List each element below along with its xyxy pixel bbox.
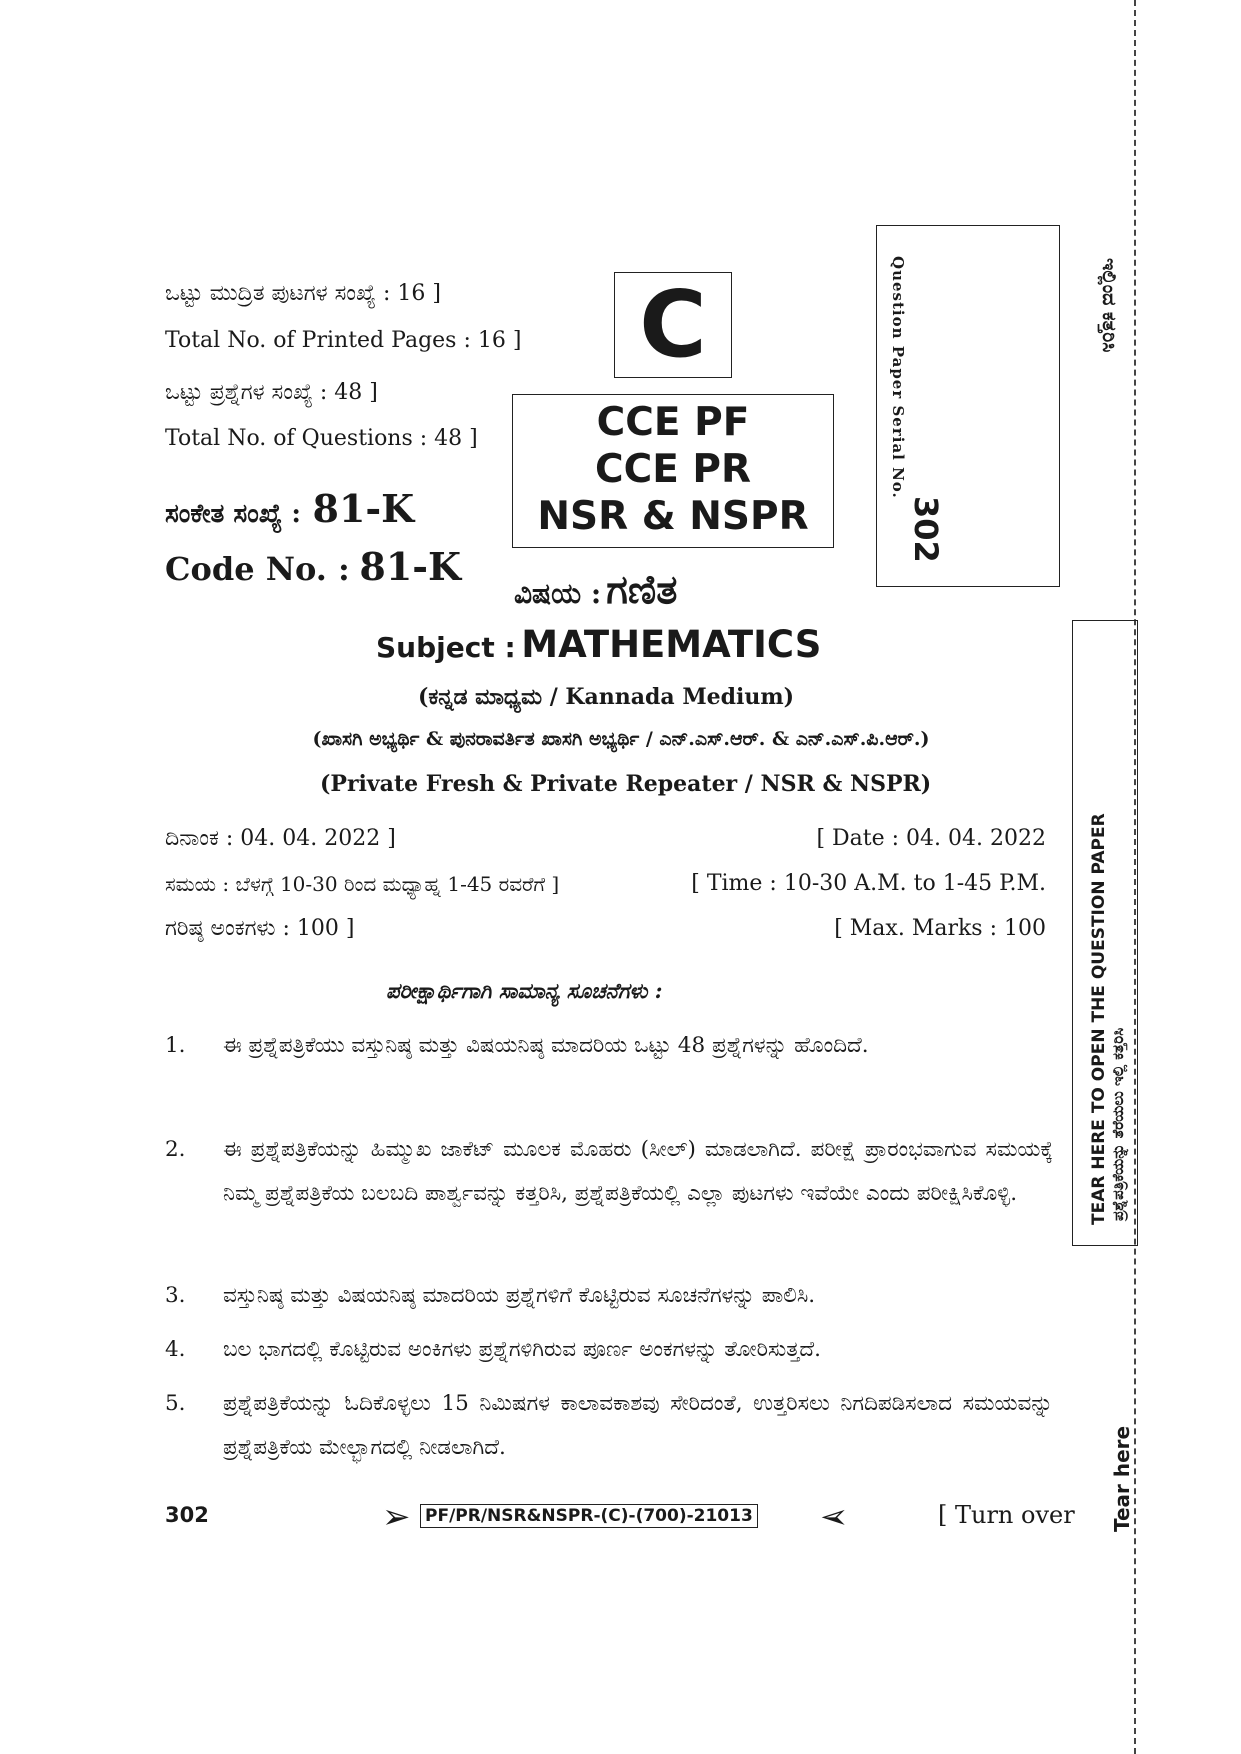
subject-value-kannada: ಗಣಿತ xyxy=(606,566,678,613)
instruction-item xyxy=(0,1274,1241,1322)
date-english: [ Date : 04. 04. 2022 xyxy=(816,826,1046,851)
time-english: [ Time : 10-30 A.M. to 1-45 P.M. xyxy=(691,871,1046,896)
subject-kannada xyxy=(514,566,677,613)
subject-english xyxy=(376,623,821,666)
exam-type-cce-pf: CCE PF xyxy=(596,400,750,445)
version-letter-box xyxy=(614,272,732,378)
candidate-line-english: (Private Fresh & Private Repeater / NSR & NSPR) xyxy=(320,771,932,797)
subject-label-english: Subject : xyxy=(376,631,516,664)
tear-instruction-english: TEAR HERE TO OPEN THE QUESTION PAPER xyxy=(1089,813,1109,1225)
instruction-number: 4. xyxy=(165,1337,186,1362)
tear-instruction-box xyxy=(1072,620,1138,1246)
code-number-english xyxy=(165,544,461,589)
subject-label-kannada: ವಿಷಯ : xyxy=(514,577,602,610)
exam-type-box xyxy=(512,394,834,548)
max-marks-kannada: ಗರಿಷ್ಠ ಅಂಕಗಳು : 100 ] xyxy=(165,916,355,941)
instruction-item xyxy=(0,1128,1241,1264)
instruction-text: ಈ ಪ್ರಶ್ನೆಪತ್ರಿಕೆಯನ್ನು ಹಿಮ್ಮುಖ ಜಾಕೆಟ್ ಮೂಲಕ ಮೊಹರು (ಸೀಲ್) ಮಾಡಲಾಗಿದೆ. ಪರೀಕ್ಷೆ ಪ್ರಾರಂಭವಾಗುವ ಸಮಯಕ್ಕೆ ನಿಮ್ಮ ಪ್ರಶ್ನೆಪತ್ರಿಕೆಯ ಬಲಬದಿ ಪಾರ್ಶ್ವವನ್ನು ಕತ್ತರಿಸಿ, ಪ್ರಶ್ನೆಪತ್ರಿಕೆಯಲ್ಲಿ ಎಲ್ಲಾ ಪುಟಗಳು ಇವೆಯೇ ಎಂದು ಪರೀಕ್ಷಿಸಿಕೊಳ್ಳಿ. xyxy=(223,1137,1053,1206)
time-kannada: ಸಮಯ : ಬೆಳಗ್ಗೆ 10-30 ರಿಂದ ಮಧ್ಯಾಹ್ನ 1-45 ರವರೆಗೆ ] xyxy=(165,872,560,896)
question-count-kannada: ಒಟ್ಟು ಪ್ರಶ್ನೆಗಳ ಸಂಖ್ಯೆ : 48 ] xyxy=(165,380,378,405)
turn-over-label: [ Turn over xyxy=(938,1501,1075,1529)
exam-type-nsr-nspr: NSR & NSPR xyxy=(537,494,809,539)
instruction-item xyxy=(0,1328,1241,1376)
question-count-english: Total No. of Questions : 48 ] xyxy=(165,426,478,451)
printed-pages-english: Total No. of Printed Pages : 16 ] xyxy=(165,328,522,353)
code-value-kannada: 81-K xyxy=(312,486,415,531)
tear-here-label: Tear here xyxy=(1110,1425,1134,1532)
footer-paper-code: PF/PR/NSR&NSPR-(C)-(700)-21013 xyxy=(420,1504,758,1528)
instruction-text: ಬಲ ಭಾಗದಲ್ಲಿ ಕೊಟ್ಟಿರುವ ಅಂಕಿಗಳು ಪ್ರಶ್ನೆಗಳಿಗಿರುವ ಪೂರ್ಣ ಅಂಕಗಳನ್ನು ತೋರಿಸುತ್ತದೆ. xyxy=(223,1337,822,1362)
instruction-item xyxy=(0,1024,1241,1116)
candidate-line-kannada: (ಖಾಸಗಿ ಅಭ್ಯರ್ಥಿ & ಪುನರಾವರ್ತಿತ ಖಾಸಗಿ ಅಭ್ಯರ್ಥಿ / ಎನ್.ಎಸ್.ಆರ್. & ಎನ್.ಎಸ್.ಪಿ.ಆರ್.) xyxy=(312,728,930,750)
cut-here-kannada: ಇಲ್ಲಿಂದ ಕತ್ತರಿಸಿ xyxy=(1098,258,1120,353)
serial-number-box xyxy=(876,225,1060,587)
instructions-title: ಪರೀಕ್ಷಾರ್ಥಿಗಾಗಿ ಸಾಮಾನ್ಯ ಸೂಚನೆಗಳು : xyxy=(386,978,663,1003)
max-marks-english: [ Max. Marks : 100 xyxy=(834,916,1046,941)
instruction-number: 1. xyxy=(165,1033,186,1058)
exam-type-cce-pr: CCE PR xyxy=(594,447,752,492)
instruction-text: ವಸ್ತುನಿಷ್ಠ ಮತ್ತು ವಿಷಯನಿಷ್ಠ ಮಾದರಿಯ ಪ್ರಶ್ನೆಗಳಿಗೆ ಕೊಟ್ಟಿರುವ ಸೂಚನೆಗಳನ್ನು ಪಾಲಿಸಿ. xyxy=(223,1283,816,1308)
version-letter: C xyxy=(639,271,707,378)
instruction-text: ಈ ಪ್ರಶ್ನೆಪತ್ರಿಕೆಯು ವಸ್ತುನಿಷ್ಠ ಮತ್ತು ವಿಷಯನಿಷ್ಠ ಮಾದರಿಯ ಒಟ್ಟು 48 ಪ್ರಶ್ನೆಗಳನ್ನು ಹೊಂದಿದೆ. xyxy=(223,1033,869,1058)
code-number-kannada xyxy=(165,486,414,531)
arrow-right-icon: ➢ xyxy=(382,1497,411,1537)
instruction-number: 2. xyxy=(165,1137,186,1162)
instruction-item xyxy=(0,1382,1241,1474)
tear-instruction-kannada: ಪ್ರಶ್ನೆಪತ್ರಿಕೆಯನ್ನು ತೆರೆಯಲು ಇಲ್ಲಿ ಕತ್ತರಿಸಿ xyxy=(1109,1027,1127,1221)
serial-number-value: 302 xyxy=(907,496,945,563)
arrow-left-icon: ➢ xyxy=(820,1497,849,1537)
printed-pages-kannada: ಒಟ್ಟು ಮುದ್ರಿತ ಪುಟಗಳ ಸಂಖ್ಯೆ : 16 ] xyxy=(165,281,441,306)
code-label-english: Code No. : xyxy=(165,550,350,588)
date-kannada: ದಿನಾಂಕ : 04. 04. 2022 ] xyxy=(165,826,396,851)
serial-number-label: Question Paper Serial No. xyxy=(889,256,907,499)
instruction-number: 3. xyxy=(165,1283,186,1308)
instruction-number: 5. xyxy=(165,1391,186,1416)
subject-value-english: MATHEMATICS xyxy=(521,623,822,666)
footer-page-serial: 302 xyxy=(165,1503,209,1527)
medium-line: (ಕನ್ನಡ ಮಾಧ್ಯಮ / Kannada Medium) xyxy=(418,684,795,710)
instruction-text: ಪ್ರಶ್ನೆಪತ್ರಿಕೆಯನ್ನು ಓದಿಕೊಳ್ಳಲು 15 ನಿಮಿಷಗಳ ಕಾಲಾವಕಾಶವು ಸೇರಿದಂತೆ, ಉತ್ತರಿಸಲು ನಿಗದಿಪಡಿಸಲಾದ ಸಮಯವನ್ನು ಪ್ರಶ್ನೆಪತ್ರಿಕೆಯ ಮೇಲ್ಭಾಗದಲ್ಲಿ ನೀಡಲಾಗಿದೆ. xyxy=(223,1391,1053,1460)
code-value-english: 81-K xyxy=(359,544,462,589)
code-label-kannada: ಸಂಕೇತ ಸಂಖ್ಯೆ : xyxy=(165,499,301,529)
